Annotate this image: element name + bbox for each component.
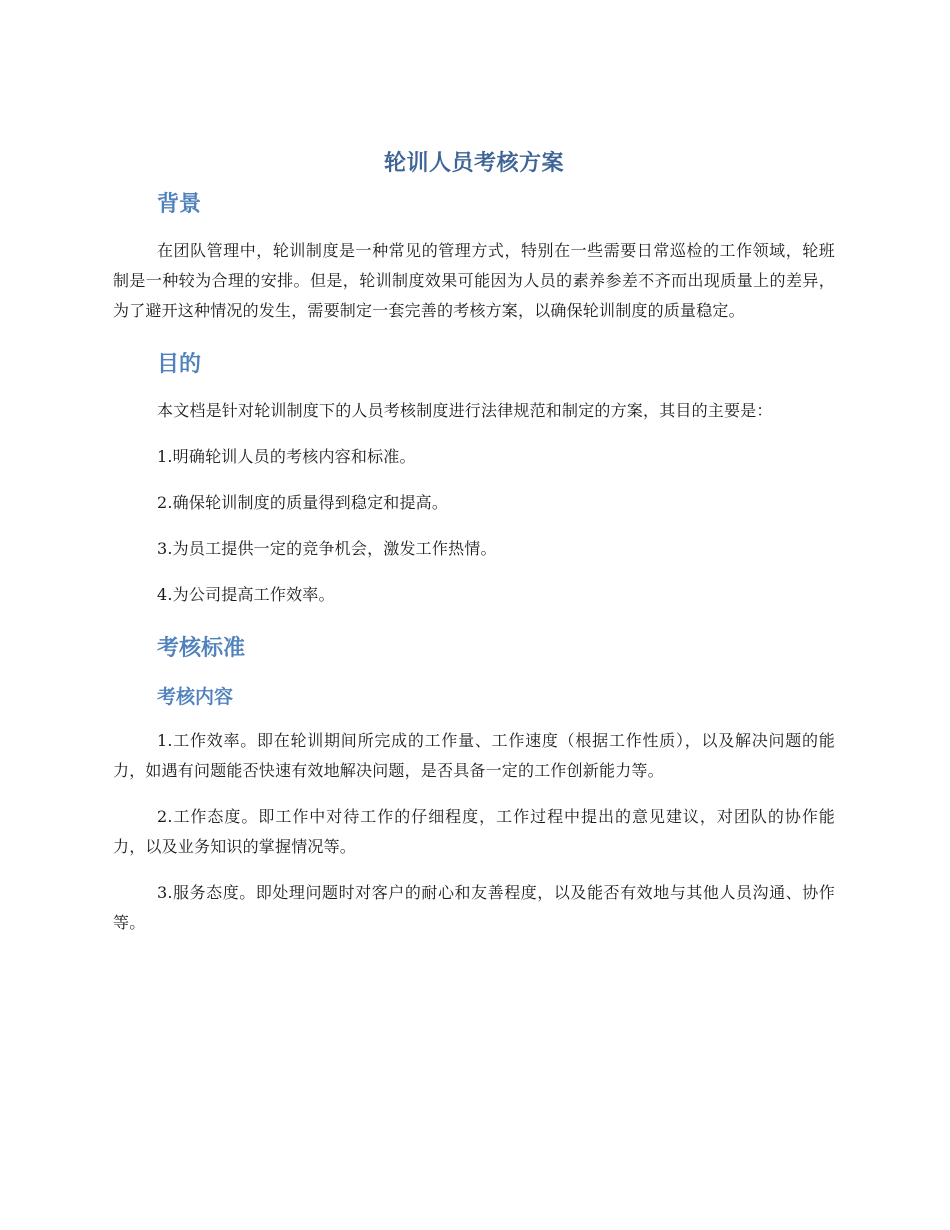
heading-standards: 考核标准	[157, 636, 246, 661]
purpose-item-3: 3.为员工提供一定的竞争机会，激发工作热情。	[157, 539, 497, 558]
document-body	[113, 146, 835, 938]
content-item-3: 3.服务态度。即处理问题时对客户的耐心和友善程度，以及能否有效地与其他人员沟通、协作等。	[113, 883, 835, 932]
purpose-intro-paragraph: 本文档是针对轮训制度下的人员考核制度进行法律规范和制定的方案，其目的主要是：	[157, 401, 773, 420]
content-item-2: 2.工作态度。即工作中对待工作的仔细程度，工作过程中提出的意见建议，对团队的协作能力，以及业务知识的掌握情况等。	[113, 807, 835, 856]
heading-background: 背景	[157, 192, 202, 217]
document-title: 轮训人员考核方案	[383, 151, 564, 176]
subheading-content: 考核内容	[157, 686, 234, 708]
content-item-1: 1.工作效率。即在轮训期间所完成的工作量、工作速度（根据工作性质），以及解决问题的能力，如遇有问题能否快速有效地解决问题，是否具备一定的工作创新能力等。	[113, 731, 835, 780]
purpose-item-2: 2.确保轮训制度的质量得到稳定和提高。	[157, 493, 449, 512]
background-paragraph: 在团队管理中，轮训制度是一种常见的管理方式，特别在一些需要日常巡检的工作领域，轮班制是一种较为合理的安排。但是，轮训制度效果可能因为人员的素养参差不齐而出现质量上的差异，为了避开这种情况的发生，需要制定一套完善的考核方案，以确保轮训制度的质量稳定。	[113, 241, 835, 320]
purpose-item-1: 1.明确轮训人员的考核内容和标准。	[157, 447, 416, 466]
heading-purpose: 目的	[157, 352, 202, 377]
purpose-item-4: 4.为公司提高工作效率。	[157, 585, 335, 604]
